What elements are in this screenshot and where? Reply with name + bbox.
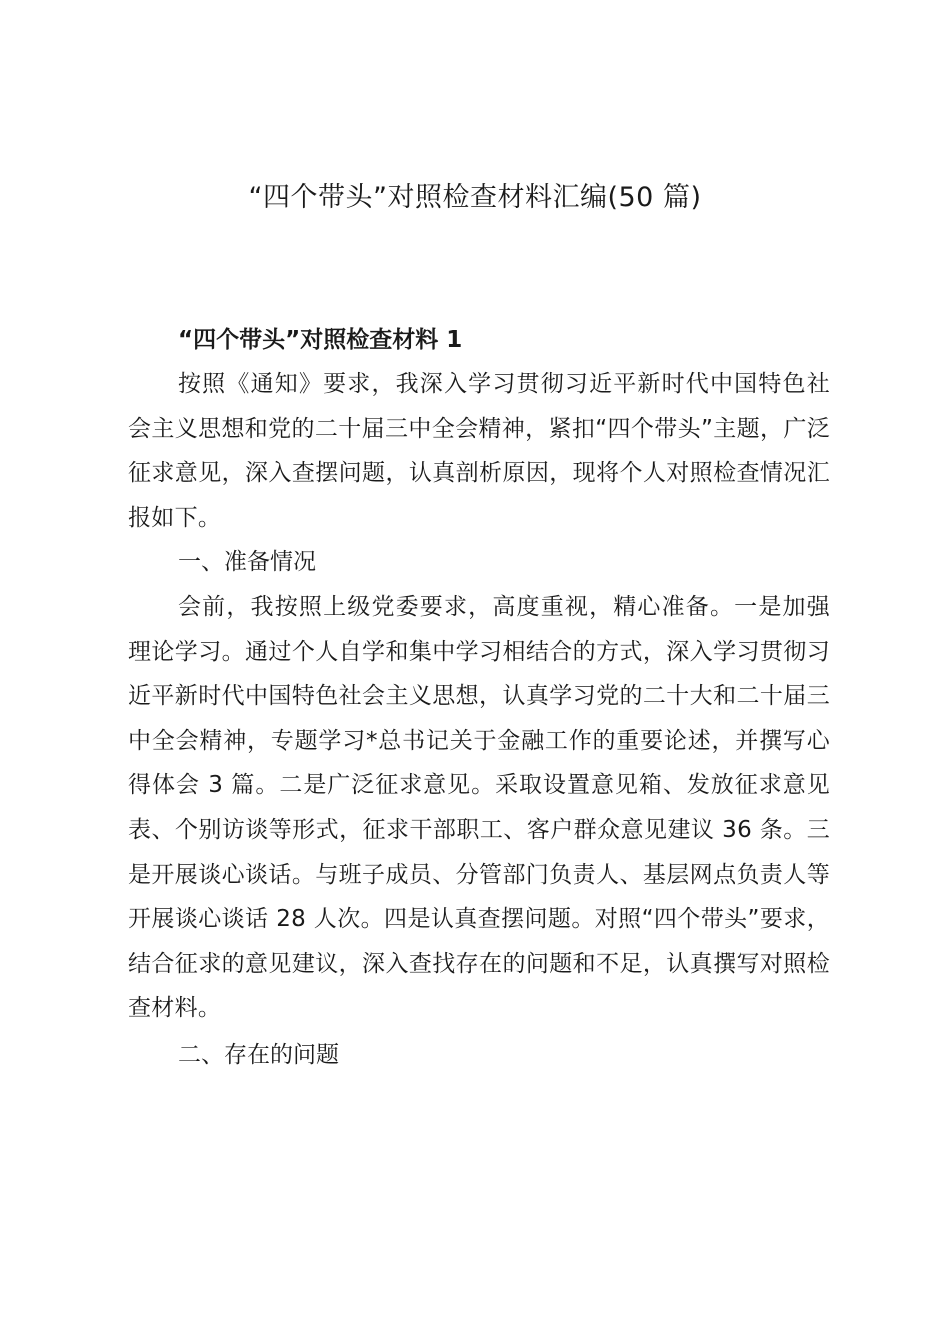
preparation-paragraph: 会前，我按照上级党委要求，高度重视，精心准备。一是加强理论学习。通过个人自学和集中学习相结合的方式，深入学习贯彻习近平新时代中国特色社会主义思想，认真学习党的二十大和二十届三中全会精神，专题学习*总书记关于金融工作的重要论述，并撰写心得体会 3 篇。二是广泛征求意见。采取设置意见箱、发放征求意见表、个别访谈等形式，征求干部职工、客户群众意见建议 36 条。三是开展谈心谈话。与班子成员、分管部门负责人、基层网点负责人等开展谈心谈话 28 人次。四是认真查摆问题。对照“四个带头”要求，结合征求的意见建议，深入查找存在的问题和不足，认真撰写对照检查材料。 — [128, 593, 830, 1022]
heading-problems: 二、存在的问题 — [178, 1041, 339, 1068]
heading-preparation: 一、准备情况 — [178, 549, 316, 576]
document-body — [128, 318, 830, 1078]
intro-paragraph: 按照《通知》要求，我深入学习贯彻习近平新时代中国特色社会主义思想和党的二十届三中全会精神，紧扣“四个带头”主题，广泛征求意见，深入查摆问题，认真剖析原因，现将个人对照检查情况汇报如下。 — [128, 371, 830, 531]
section-title: “四个带头”对照检查材料 1 — [178, 327, 463, 353]
document-title: “四个带头”对照检查材料汇编(50 篇) — [248, 182, 702, 213]
